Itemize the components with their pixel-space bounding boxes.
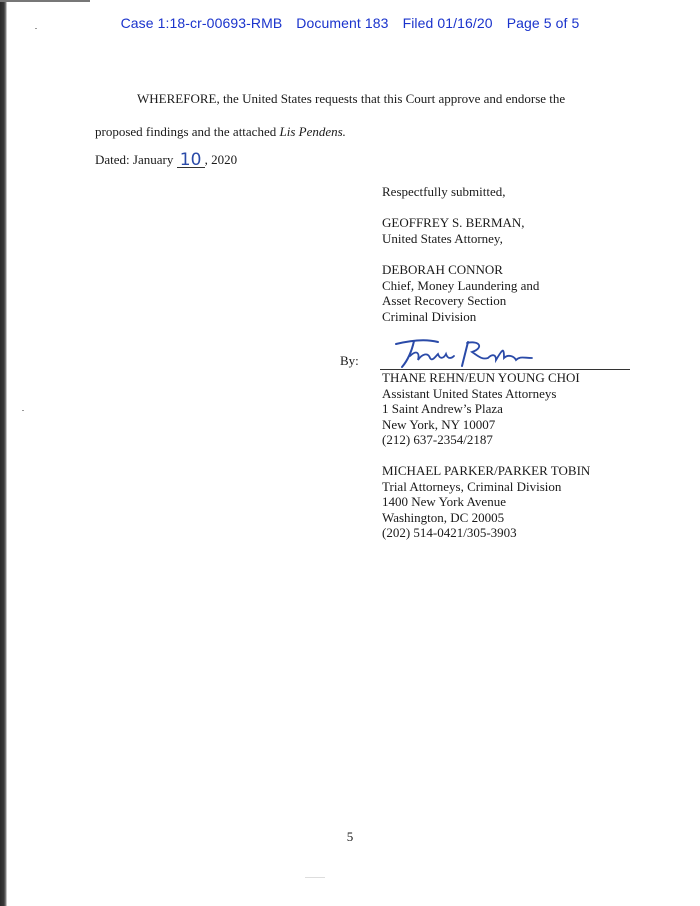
ausa-street: 1 Saint Andrew’s Plaza xyxy=(382,401,503,416)
ecf-header xyxy=(0,15,700,31)
scan-speck xyxy=(22,410,24,411)
closing xyxy=(382,184,505,200)
chief-title: Chief, Money Laundering and xyxy=(382,277,540,293)
findings-text: proposed findings and the attached xyxy=(95,124,280,139)
trial-phone: (202) 514-0421/305-3903 xyxy=(382,525,517,540)
handwritten-signature xyxy=(392,336,542,370)
filed-date: Filed 01/16/20 xyxy=(402,15,493,31)
us-attorney-name: GEOFFREY S. BERMAN, xyxy=(382,215,525,230)
trial-street: 1400 New York Avenue xyxy=(382,494,506,509)
trial-names: MICHAEL PARKER/PARKER TOBIN xyxy=(382,463,591,478)
closing-text: Respectfully submitted, xyxy=(382,184,506,199)
division-name: Criminal Division xyxy=(382,308,477,324)
mlars-block xyxy=(382,262,539,324)
page-number: 5 xyxy=(346,829,354,844)
wherefore-line: WHEREFORE, the United States requests that this Court approve and endorse the xyxy=(137,91,566,106)
us-attorney-title: United States Attorney, xyxy=(382,230,503,246)
dated-suffix: , 2020 xyxy=(204,152,238,167)
section-name: Asset Recovery Section xyxy=(382,293,507,308)
ausa-phone: (212) 637-2354/2187 xyxy=(382,432,493,447)
chief-name: DEBORAH CONNOR xyxy=(382,262,503,277)
dated-prefix: Dated: January xyxy=(95,152,177,167)
case-number: Case 1:18-cr-00693-RMB xyxy=(120,15,283,31)
findings-line xyxy=(95,124,346,140)
trial-title: Trial Attorneys, Criminal Division xyxy=(382,478,562,494)
ausa-block xyxy=(382,370,580,448)
us-attorney-block xyxy=(382,215,525,246)
page-indicator: Page 5 of 5 xyxy=(506,15,580,31)
ausa-names: THANE REHN/EUN YOUNG CHOI xyxy=(382,370,580,385)
lis-pendens-text: Lis Pendens. xyxy=(279,124,346,139)
by-label: By: xyxy=(340,353,359,368)
trial-attorneys-block xyxy=(382,463,590,541)
ausa-title: Assistant United States Attorneys xyxy=(382,385,557,401)
handwritten-date: 10 xyxy=(177,153,205,168)
ausa-city: New York, NY 10007 xyxy=(382,416,496,432)
document-number: Document 183 xyxy=(296,15,389,31)
scan-smudge xyxy=(0,0,90,2)
dated-line xyxy=(95,152,237,168)
trial-city: Washington, DC 20005 xyxy=(382,509,505,525)
scan-speck xyxy=(305,877,325,878)
scan-speck xyxy=(35,28,37,29)
scan-edge xyxy=(0,0,7,906)
